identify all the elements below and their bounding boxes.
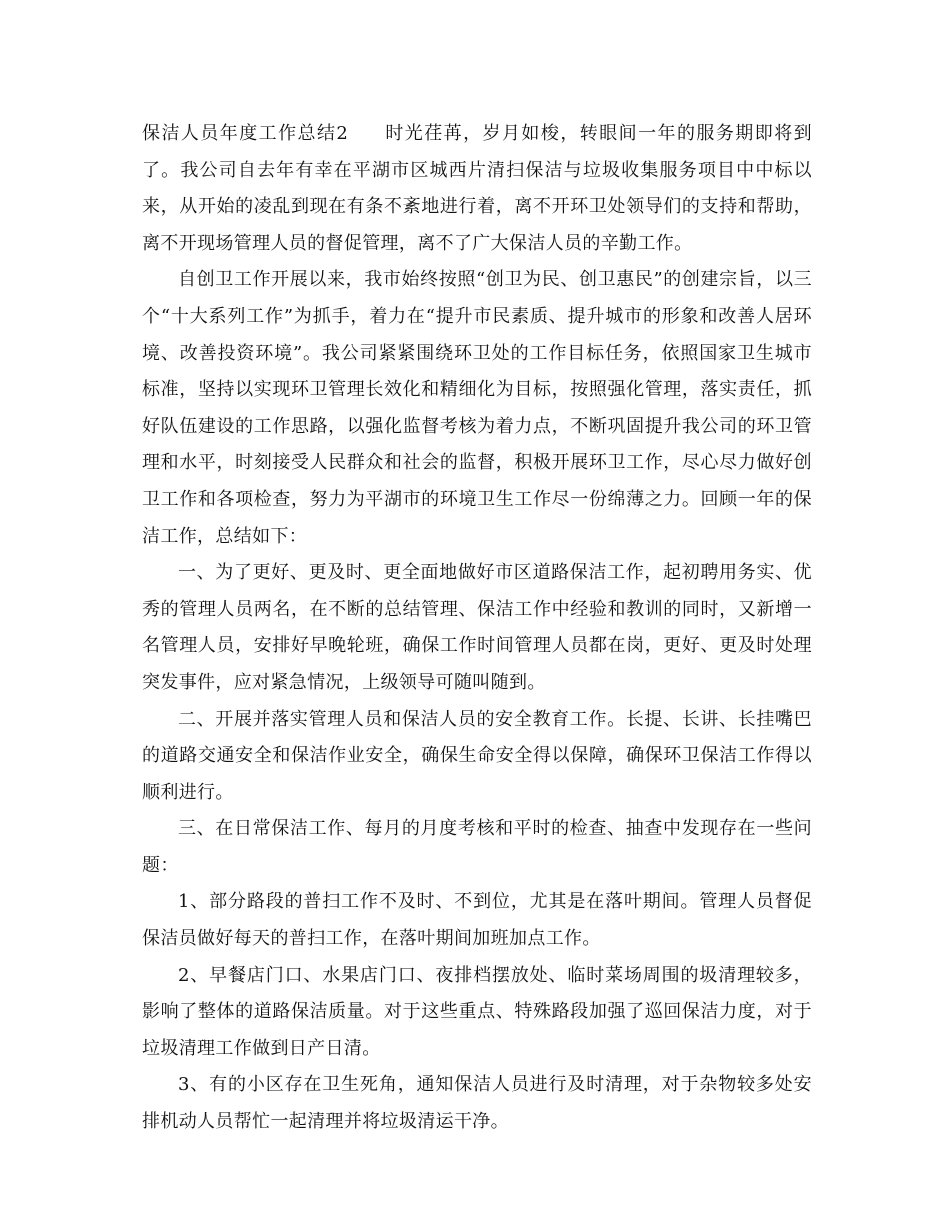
paragraph-subitem-2: 2、早餐店门口、水果店门口、夜排档摆放处、临时菜场周围的圾清理较多，影响了整体的道路保洁质量。对于这些重点、特殊路段加强了巡回保洁力度，对于垃圾清理工作做到日产日清。 [142, 964, 812, 1059]
document-title: 保洁人员年度工作总结2 [142, 123, 349, 144]
document-body [142, 116, 812, 1141]
paragraph-subitem-3: 3、有的小区存在卫生死角，通知保洁人员进行及时清理，对于杂物较多处安排机动人员帮忙一起清理并将垃圾清运干净。 [142, 1074, 812, 1133]
paragraph-subitem-1: 1、部分路段的普扫工作不及时、不到位，尤其是在落叶期间。管理人员督促保洁员做好每天的普扫工作，在落叶期间加班加点工作。 [142, 891, 812, 950]
paragraph-intro: 自创卫工作开展以来，我市始终按照“创卫为民、创卫惠民”的创建宗旨，以三个“十大系列工作”为抓手，着力在“提升市民素质、提升城市的形象和改善人居环境、改善投资环境”。我公司紧紧围绕环卫处的工作目标任务，依照国家卫生城市标准，坚持以实现环卫管理长效化和精细化为目标，按照强化管理，落实责任，抓好队伍建设的工作思路，以强化监督考核为着力点，不断巩固提升我公司的环卫管理和水平，时刻接受人民群众和社会的监督，积极开展环卫工作，尽心尽力做好创卫工作和各项检查，努力为平湖市的环境卫生工作尽一份绵薄之力。回顾一年的保洁工作，总结如下： [142, 269, 812, 547]
paragraph-item-3: 三、在日常保洁工作、每月的月度考核和平时的检查、抽查中发现存在一些问题： [142, 818, 812, 876]
paragraph-item-2: 二、开展并落实管理人员和保洁人员的安全教育工作。长提、长讲、长挂嘴巴的道路交通安全和保洁作业安全，确保生命安全得以保障，确保环卫保洁工作得以顺利进行。 [142, 708, 812, 803]
paragraph-item-1: 一、为了更好、更及时、更全面地做好市区道路保洁工作，起初聘用务实、优秀的管理人员两名，在不断的总结管理、保洁工作中经验和教训的同时，又新增一名管理人员，安排好早晚轮班，确保工作时间管理人员都在岗，更好、更及时处理突发事件，应对紧急情况，上级领导可随叫随到。 [142, 562, 812, 693]
opening-paragraph [142, 116, 812, 262]
opening-text: 时光荏苒，岁月如梭，转眼间一年的服务期即将到了。我公司自去年有幸在平湖市区城西片清扫保洁与垃圾收集服务项目中中标以来，从开始的凌乱到现在有条不紊地进行着，离不开环卫处领导们的支持和帮助，离不开现场管理人员的督促管理，离不了广大保洁人员的辛勤工作。 [142, 123, 812, 254]
